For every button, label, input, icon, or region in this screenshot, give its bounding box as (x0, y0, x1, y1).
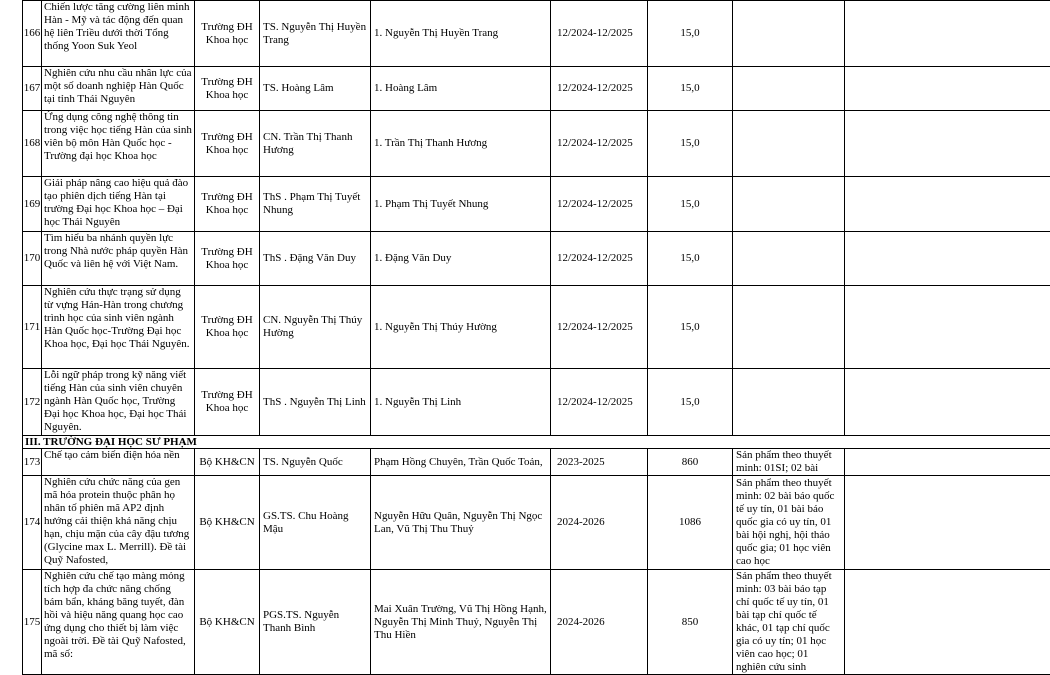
table-row (23, 111, 1050, 177)
row-number: 175 (23, 570, 42, 675)
project-time: 2023-2025 (551, 449, 648, 476)
project-members: 1. Nguyễn Thị Thúy Hường (371, 286, 551, 369)
project-chair: CN. Trần Thị Thanh Hương (260, 111, 371, 177)
project-chair: PGS.TS. Nguyễn Thanh Bình (260, 570, 371, 675)
table-row (23, 232, 1050, 286)
project-budget: 1086 (648, 476, 733, 570)
project-budget: 15,0 (648, 1, 733, 67)
project-chair: TS. Hoàng Lâm (260, 67, 371, 111)
table-body-part-b (23, 449, 1050, 675)
project-chair: ThS . Phạm Thị Tuyết Nhung (260, 177, 371, 232)
host-unit: Trường ĐH Khoa học (195, 1, 260, 67)
project-name: Nghiên cứu chế tạo màng mỏng tích hợp đa chức năng chống bám bẩn, kháng băng tuyết, đàn hồi và hiệu năng quang học cao ứng dụng cho thiết bị làm việc ngoài trời. Đề tài Quỹ Nafosted, mã số: (42, 570, 195, 675)
row-number: 168 (23, 111, 42, 177)
project-note (733, 111, 845, 177)
project-note: Sản phẩm theo thuyết minh: 01SI; 02 bài (733, 449, 845, 476)
project-name: Chế tạo cảm biến điện hóa nền (42, 449, 195, 476)
row-number: 173 (23, 449, 42, 476)
project-members: 1. Nguyễn Thị Linh (371, 369, 551, 436)
table-row (23, 476, 1050, 570)
project-chair: ThS . Nguyễn Thị Linh (260, 369, 371, 436)
empty-cell (845, 177, 1050, 232)
project-name: Ứng dụng công nghệ thông tin trong việc học tiếng Hàn của sinh viên bộ môn Hàn Quốc học - Trường đại học Khoa học (42, 111, 195, 177)
project-members: 1. Hoàng Lâm (371, 67, 551, 111)
empty-cell (845, 476, 1050, 570)
section-row (23, 436, 1050, 449)
empty-cell (845, 286, 1050, 369)
empty-cell (845, 449, 1050, 476)
project-name: Nghiên cứu chức năng của gen mã hóa protein thuộc phân họ nhân tố phiên mã AP2 định hướng cải thiện khả năng chịu hạn, chịu mặn của cây đậu tương (Glycine max L. Merrill). Đề tài Quỹ Nafosted, (42, 476, 195, 570)
host-unit: Trường ĐH Khoa học (195, 67, 260, 111)
project-time: 12/2024-12/2025 (551, 67, 648, 111)
row-number: 167 (23, 67, 42, 111)
table-row (23, 67, 1050, 111)
project-chair: ThS . Đặng Văn Duy (260, 232, 371, 286)
project-time: 2024-2026 (551, 570, 648, 675)
project-note (733, 286, 845, 369)
project-budget: 850 (648, 570, 733, 675)
row-number: 170 (23, 232, 42, 286)
project-budget: 15,0 (648, 369, 733, 436)
project-budget: 15,0 (648, 232, 733, 286)
host-unit: Bộ KH&CN (195, 476, 260, 570)
project-table (22, 0, 1050, 675)
host-unit: Trường ĐH Khoa học (195, 111, 260, 177)
row-number: 171 (23, 286, 42, 369)
row-number: 166 (23, 1, 42, 67)
project-budget: 15,0 (648, 67, 733, 111)
project-time: 12/2024-12/2025 (551, 177, 648, 232)
project-note: Sản phẩm theo thuyết minh: 02 bài báo quốc tế uy tín, 01 bài báo quốc gia có uy tín, 01 bài hội nghị, hội thảo quốc gia; 01 học viên cao học (733, 476, 845, 570)
host-unit: Trường ĐH Khoa học (195, 286, 260, 369)
project-members: 1. Phạm Thị Tuyết Nhung (371, 177, 551, 232)
table-row (23, 369, 1050, 436)
row-number: 174 (23, 476, 42, 570)
host-unit: Trường ĐH Khoa học (195, 177, 260, 232)
empty-cell (845, 570, 1050, 675)
project-members: 1. Trần Thị Thanh Hương (371, 111, 551, 177)
project-budget: 860 (648, 449, 733, 476)
project-members: Mai Xuân Trường, Vũ Thị Hồng Hạnh, Nguyễn Thị Minh Thuỷ, Nguyễn Thị Thu Hiền (371, 570, 551, 675)
project-name: Chiến lược tăng cường liên minh Hàn - Mỹ và tác động đến quan hệ liên Triều dưới thời Tổng thống Yoon Suk Yeol (42, 1, 195, 67)
project-members: Nguyễn Hữu Quân, Nguyễn Thị Ngọc Lan, Vũ Thị Thu Thuỷ (371, 476, 551, 570)
project-note (733, 232, 845, 286)
project-budget: 15,0 (648, 286, 733, 369)
project-chair: CN. Nguyễn Thị Thúy Hường (260, 286, 371, 369)
project-note (733, 177, 845, 232)
host-unit: Trường ĐH Khoa học (195, 232, 260, 286)
project-time: 2024-2026 (551, 476, 648, 570)
project-name: Nghiên cứu nhu cầu nhân lực của một số doanh nghiệp Hàn Quốc tại tỉnh Thái Nguyên (42, 67, 195, 111)
empty-cell (845, 369, 1050, 436)
project-name: Lỗi ngữ pháp trong kỹ năng viết tiếng Hàn của sinh viên chuyên ngành Hàn Quốc học, Trường Đại học Khoa học, Đại học Thái Nguyên. (42, 369, 195, 436)
project-time: 12/2024-12/2025 (551, 369, 648, 436)
project-time: 12/2024-12/2025 (551, 111, 648, 177)
project-budget: 15,0 (648, 177, 733, 232)
empty-cell (845, 232, 1050, 286)
project-members: 1. Nguyễn Thị Huyền Trang (371, 1, 551, 67)
project-note (733, 1, 845, 67)
project-time: 12/2024-12/2025 (551, 232, 648, 286)
host-unit: Bộ KH&CN (195, 570, 260, 675)
empty-cell (845, 111, 1050, 177)
table-row (23, 177, 1050, 232)
host-unit: Trường ĐH Khoa học (195, 369, 260, 436)
project-note (733, 369, 845, 436)
table-row (23, 449, 1050, 476)
table-row (23, 1, 1050, 67)
project-time: 12/2024-12/2025 (551, 1, 648, 67)
project-name: Nghiên cứu thực trạng sử dụng từ vựng Hán-Hàn trong chương trình học của sinh viên ngành Hàn Quốc học-Trường Đại học Khoa học, Đại học Thái Nguyên. (42, 286, 195, 369)
project-members: Phạm Hồng Chuyên, Trần Quốc Toản, (371, 449, 551, 476)
empty-cell (845, 67, 1050, 111)
project-time: 12/2024-12/2025 (551, 286, 648, 369)
table-row (23, 570, 1050, 675)
project-note: Sản phẩm theo thuyết minh: 03 bài báo tạp chí quốc tế uy tín, 01 bài tạp chí quốc tế khác, 01 tạp chí quốc gia có uy tín; 01 học viên cao học; 01 nghiên cứu sinh (733, 570, 845, 675)
project-name: Giải pháp nâng cao hiệu quả đào tạo phiên dịch tiếng Hàn tại trường Đại học Khoa học – Đại học Thái Nguyên (42, 177, 195, 232)
project-note (733, 67, 845, 111)
row-number: 172 (23, 369, 42, 436)
project-budget: 15,0 (648, 111, 733, 177)
project-chair: GS.TS. Chu Hoàng Mậu (260, 476, 371, 570)
table-body-part-a (23, 1, 1050, 436)
table-body-section (23, 436, 1050, 449)
project-name: Tìm hiểu ba nhánh quyền lực trong Nhà nước pháp quyền Hàn Quốc và liên hệ với Việt Nam. (42, 232, 195, 286)
section-title: III. TRƯỜNG ĐẠI HỌC SƯ PHẠM (23, 436, 1050, 449)
project-chair: TS. Nguyễn Quốc (260, 449, 371, 476)
empty-cell (845, 1, 1050, 67)
project-members: 1. Đặng Văn Duy (371, 232, 551, 286)
host-unit: Bộ KH&CN (195, 449, 260, 476)
row-number: 169 (23, 177, 42, 232)
project-chair: TS. Nguyễn Thị Huyền Trang (260, 1, 371, 67)
table-row (23, 286, 1050, 369)
